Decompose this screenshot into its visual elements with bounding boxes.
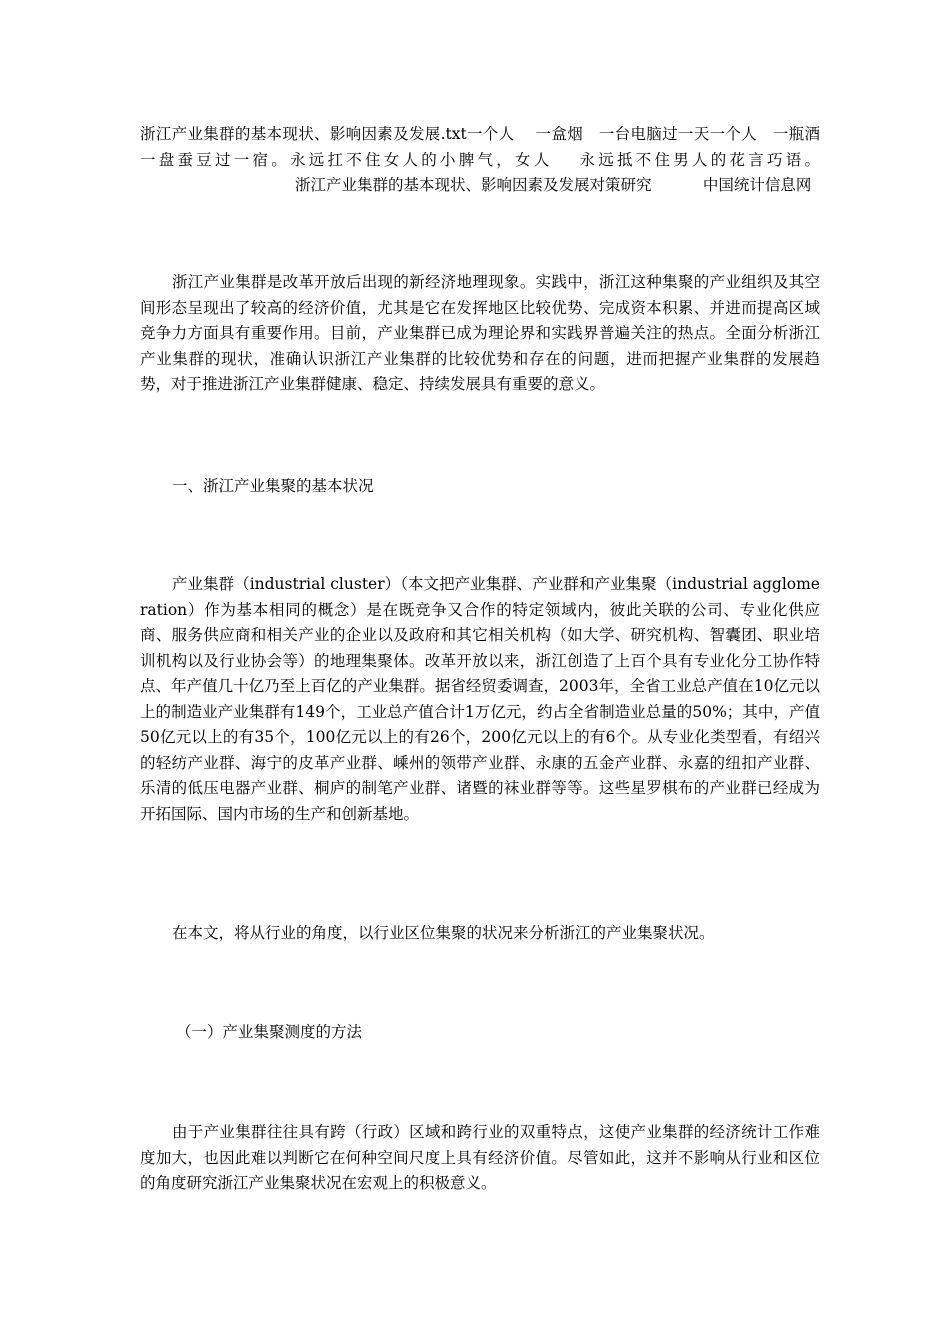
section-note-paragraph: 在本文，将从行业的角度，以行业区位集聚的状况来分析浙江的产业集聚状况。 [172, 924, 715, 942]
subsection-body-paragraph: 由于产业集群往往具有跨（行政）区域和跨行业的双重特点，这使产业集群的经济统计工作难度加大，也因此难以判断它在何种空间尺度上具有经济价值。尽管如此，这并不影响从行业和区位的角度研究浙江产业集聚状况在宏观上的积极意义。 [140, 1123, 820, 1192]
section-heading: 一、浙江产业集聚的基本状况 [172, 477, 374, 495]
intro-paragraph: 浙江产业集群是改革开放后出现的新经济地理现象。实践中，浙江这种集聚的产业组织及其空间形态呈现出了较高的经济价值，尤其是它在发挥地区比较优势、完成资本积累、并进而提高区域竞争力方面具有重要作用。目前，产业集群已成为理论界和实践界普遍关注的热点。全面分析浙江产业集群的现状，准确认识浙江产业集群的比较优势和存在的问题，进而把握产业集群的发展趋势，对于推进浙江产业集群健康、稳定、持续发展具有重要的意义。 [140, 273, 820, 393]
subsection-heading: （一）产业集聚测度的方法 [176, 1023, 363, 1041]
section-body-paragraph: 产业集群（industrial cluster）（本文把产业集群、产业群和产业集聚（industrial agglomeration）作为基本相同的概念）是在既竞争又合作的特定领域内，彼此关联的公司、专业化供应商、服务供应商和相关产业的企业以及政府和其它相关机构（如大学、研究机构、智囊团、职业培训机构以及行业协会等）的地理集聚体。改革开放以来，浙江创造了上百个具有专业化分工协作特点、年产值几十亿乃至上百亿的产业集群。据省经贸委调查，2003年，全省工业总产值在10亿元以上的制造业产业集群有149个，工业总产值合计1万亿元，约占全省制造业总量的50%；其中，产值50亿元以上的有35个，100亿元以上的有26个，200亿元以上的有6个。从专业化类型看，有绍兴的轻纺产业群、海宁的皮革产业群、嵊州的领带产业群、永康的五金产业群、永嘉的纽扣产业群、乐清的低压电器产业群、桐庐的制笔产业群、诸暨的袜业群等等。这些星罗棋布的产业群已经成为开拓国际、国内市场的生产和创新基地。 [140, 575, 820, 823]
document-header-text: 浙江产业集群的基本现状、影响因素及发展.txt一个人 一盒烟 一台电脑过一天一个人 一瓶酒 一盘蚕豆过一宿。永远扛不住女人的小脾气，女人 永远抵不住男人的花言巧语。 浙江产业集群的基本现状、影响因素及发展对策研究 中国统计信息网 [140, 125, 836, 194]
